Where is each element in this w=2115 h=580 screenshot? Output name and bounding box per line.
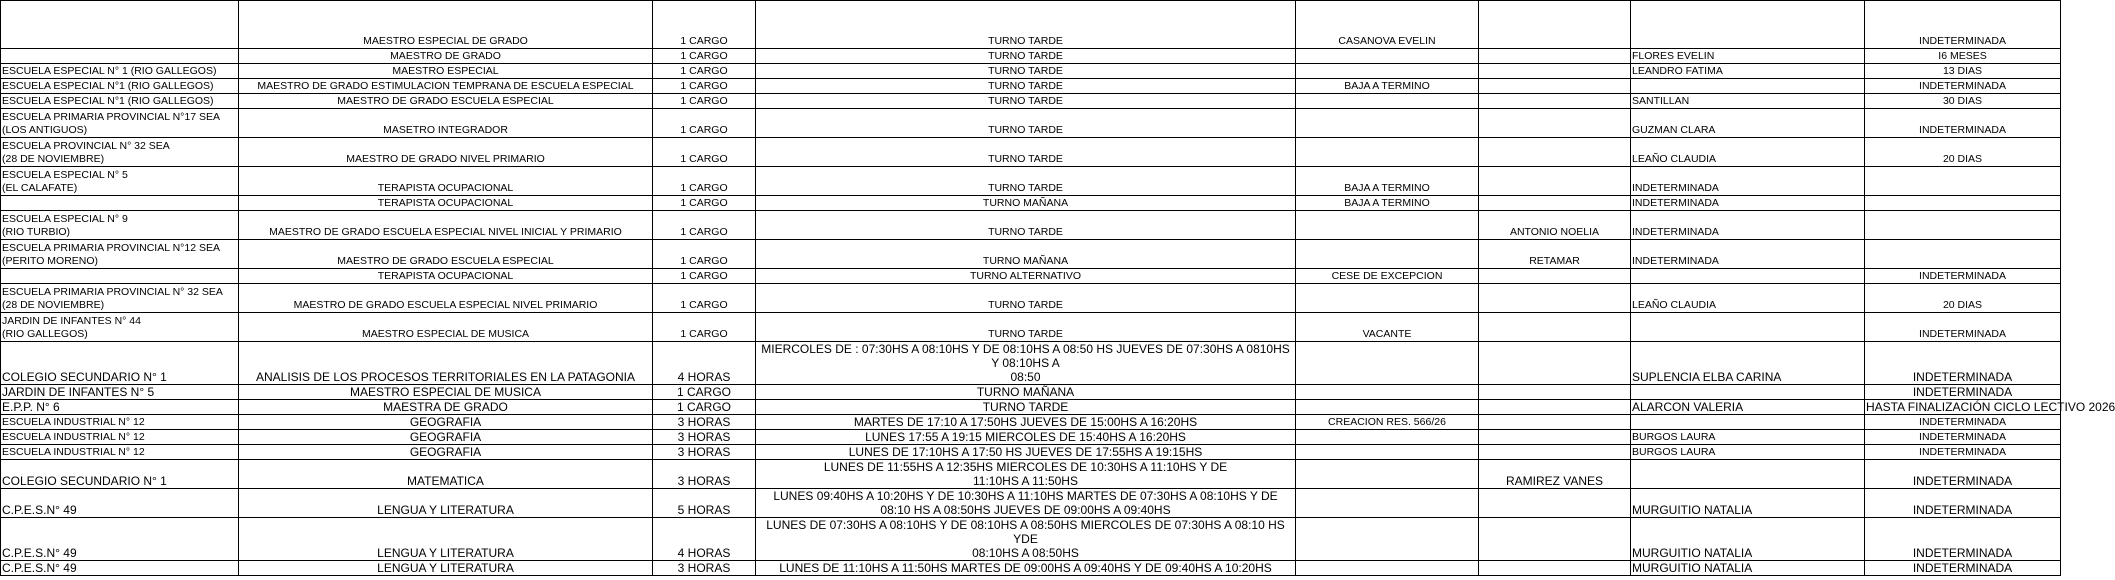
cell-suplente[interactable] — [1631, 415, 1865, 430]
cell-suplente[interactable]: ALARCON VALERIA — [1631, 400, 1865, 415]
cell-escuela[interactable]: ESCUELA INDUSTRIAL N° 12 — [1, 445, 239, 460]
cell-cargo[interactable]: GEOGRAFIA — [239, 430, 653, 445]
cell-titular[interactable] — [1479, 79, 1631, 94]
cell-cargo[interactable]: TERAPISTA OCUPACIONAL — [239, 167, 653, 196]
cell-suplente[interactable]: MURGUITIO NATALIA — [1631, 489, 1865, 518]
cell-carga[interactable]: 3 HORAS — [653, 460, 756, 489]
cell-suplente[interactable]: LEAÑO CLAUDIA — [1631, 138, 1865, 167]
cell-suplente[interactable]: BURGOS LAURA — [1631, 445, 1865, 460]
cell-escuela[interactable]: ESCUELA ESPECIAL N°1 (RIO GALLEGOS) — [1, 94, 239, 109]
cell-duracion[interactable]: 30 DIAS — [1865, 94, 2061, 109]
cell-cargo[interactable]: MAESTRO DE GRADO ESCUELA ESPECIAL — [239, 94, 653, 109]
cell-cargo[interactable]: MAESTRO DE GRADO ESCUELA ESPECIAL — [239, 240, 653, 269]
cell-suplente[interactable] — [1631, 269, 1865, 284]
cell-horario[interactable]: LUNES DE 11:55HS A 12:35HS MIERCOLES DE 10:30HS A 11:10HS Y DE 11:10HS A 11:50HS — [756, 460, 1296, 489]
cell-escuela[interactable]: C.P.E.S.N° 49 — [1, 489, 239, 518]
cell-escuela[interactable]: JARDIN DE INFANTES N° 44 (RIO GALLEGOS) — [1, 313, 239, 342]
cell-cargo[interactable]: LENGUA Y LITERATURA — [239, 561, 653, 576]
cell-cargo[interactable]: MAESTRO ESPECIAL DE MUSICA — [239, 385, 653, 400]
cell-horario[interactable]: TURNO TARDE — [756, 284, 1296, 313]
cell-carga[interactable]: 1 CARGO — [653, 240, 756, 269]
cell-escuela[interactable]: ESCUELA ESPECIAL N° 1 (RIO GALLEGOS) — [1, 64, 239, 79]
cell-situacion[interactable] — [1296, 138, 1479, 167]
cell-duracion[interactable]: INDETERMINADA — [1865, 79, 2061, 94]
cell-duracion[interactable]: INDETERMINADA — [1865, 489, 2061, 518]
cell-cargo[interactable]: MAESTRO DE GRADO — [239, 49, 653, 64]
cell-situacion[interactable]: VACANTE — [1296, 313, 1479, 342]
cell-titular[interactable] — [1479, 400, 1631, 415]
cell-horario[interactable]: TURNO TARDE — [756, 49, 1296, 64]
cell-titular[interactable] — [1479, 138, 1631, 167]
cell-cargo[interactable]: MAESTRO DE GRADO ESCUELA ESPECIAL NIVEL INICIAL Y PRIMARIO — [239, 211, 653, 240]
cell-cargo[interactable]: MATEMATICA — [239, 460, 653, 489]
cell-horario[interactable]: TURNO TARDE — [756, 94, 1296, 109]
cell-horario[interactable]: TURNO MAÑANA — [756, 196, 1296, 211]
cell-situacion[interactable] — [1296, 430, 1479, 445]
cell-titular[interactable]: RETAMAR — [1479, 240, 1631, 269]
cell-escuela[interactable]: ESCUELA PROVINCIAL N° 32 SEA (28 DE NOVIEMBRE) — [1, 138, 239, 167]
cell-carga[interactable]: 1 CARGO — [653, 385, 756, 400]
cell-horario[interactable]: TURNO MAÑANA — [756, 240, 1296, 269]
cell-horario[interactable]: TURNO TARDE — [756, 313, 1296, 342]
cell-carga[interactable]: 1 CARGO — [653, 49, 756, 64]
cell-suplente[interactable] — [1631, 1, 1865, 49]
cell-duracion[interactable]: I6 MESES — [1865, 49, 2061, 64]
cell-cargo[interactable]: MAESTRO ESPECIAL DE GRADO — [239, 1, 653, 49]
cell-situacion[interactable] — [1296, 49, 1479, 64]
table-row — [1, 49, 2061, 64]
cell-suplente[interactable]: INDETERMINADA — [1631, 196, 1865, 211]
cell-situacion[interactable] — [1296, 211, 1479, 240]
cell-cargo[interactable]: TERAPISTA OCUPACIONAL — [239, 269, 653, 284]
cell-duracion[interactable]: 13 DIAS — [1865, 64, 2061, 79]
cell-suplente[interactable] — [1631, 79, 1865, 94]
cell-suplente[interactable] — [1631, 385, 1865, 400]
cell-suplente[interactable]: INDETERMINADA — [1631, 240, 1865, 269]
table-row — [1, 400, 2061, 415]
cell-escuela[interactable]: ESCUELA PRIMARIA PROVINCIAL N° 32 SEA (28 DE NOVIEMBRE) — [1, 284, 239, 313]
cell-suplente[interactable]: MURGUITIO NATALIA — [1631, 561, 1865, 576]
cell-cargo[interactable]: GEOGRAFIA — [239, 445, 653, 460]
cell-carga[interactable]: 1 CARGO — [653, 400, 756, 415]
table-row — [1, 489, 2061, 518]
cell-duracion[interactable]: 20 DIAS — [1865, 284, 2061, 313]
cell-carga[interactable]: 3 HORAS — [653, 430, 756, 445]
cell-carga[interactable]: 3 HORAS — [653, 445, 756, 460]
cell-situacion[interactable] — [1296, 561, 1479, 576]
table-row — [1, 430, 2061, 445]
cell-situacion[interactable] — [1296, 445, 1479, 460]
cell-duracion[interactable] — [1865, 196, 2061, 211]
cell-cargo[interactable]: ANALISIS DE LOS PROCESOS TERRITORIALES EN LA PATAGONIA — [239, 342, 653, 385]
cell-duracion[interactable]: INDETERMINADA — [1865, 342, 2061, 385]
cell-escuela[interactable] — [1, 1, 239, 49]
cell-horario[interactable]: TURNO TARDE — [756, 400, 1296, 415]
cell-escuela[interactable]: JARDIN DE INFANTES N° 5 — [1, 385, 239, 400]
cell-horario[interactable]: LUNES DE 07:30HS A 08:10HS Y DE 08:10HS A 08:50HS MIERCOLES DE 07:30HS A 08:10 HS YDE 08:10HS A 08:50HS — [756, 518, 1296, 561]
cell-suplente[interactable]: SUPLENCIA ELBA CARINA — [1631, 342, 1865, 385]
cell-situacion[interactable] — [1296, 518, 1479, 561]
cell-titular[interactable]: RAMIREZ VANES — [1479, 460, 1631, 489]
cell-situacion[interactable]: CASANOVA EVELIN — [1296, 1, 1479, 49]
cell-cargo[interactable]: MASETRO INTEGRADOR — [239, 109, 653, 138]
cell-escuela[interactable]: ESCUELA INDUSTRIAL N° 12 — [1, 430, 239, 445]
cell-situacion[interactable] — [1296, 94, 1479, 109]
cell-cargo[interactable]: GEOGRAFIA — [239, 415, 653, 430]
cell-situacion[interactable]: BAJA A TERMINO — [1296, 196, 1479, 211]
cell-horario[interactable]: TURNO TARDE — [756, 1, 1296, 49]
cell-duracion[interactable] — [1865, 211, 2061, 240]
cell-escuela[interactable]: ESCUELA ESPECIAL N° 5 (EL CALAFATE) — [1, 167, 239, 196]
cell-duracion[interactable] — [1865, 167, 2061, 196]
cell-escuela[interactable]: COLEGIO SECUNDARIO N° 1 — [1, 342, 239, 385]
cell-carga[interactable]: 1 CARGO — [653, 94, 756, 109]
table-row — [1, 240, 2061, 269]
table-row — [1, 415, 2061, 430]
cell-carga[interactable]: 3 HORAS — [653, 561, 756, 576]
cell-escuela[interactable]: ESCUELA ESPECIAL N° 9 (RIO TURBIO) — [1, 211, 239, 240]
cell-titular[interactable] — [1479, 196, 1631, 211]
cell-duracion[interactable]: INDETERMINADA — [1865, 385, 2061, 400]
cell-carga[interactable]: 1 CARGO — [653, 64, 756, 79]
cell-horario[interactable]: TURNO TARDE — [756, 79, 1296, 94]
cell-escuela[interactable]: ESCUELA INDUSTRIAL N° 12 — [1, 415, 239, 430]
cell-carga[interactable]: 1 CARGO — [653, 109, 756, 138]
cell-carga[interactable]: 1 CARGO — [653, 211, 756, 240]
cell-situacion[interactable] — [1296, 460, 1479, 489]
cell-titular[interactable] — [1479, 167, 1631, 196]
cell-situacion[interactable]: BAJA A TERMINO — [1296, 167, 1479, 196]
table-row — [1, 79, 2061, 94]
cell-cargo[interactable]: LENGUA Y LITERATURA — [239, 489, 653, 518]
cell-suplente[interactable]: LEANDRO FATIMA — [1631, 64, 1865, 79]
cell-duracion[interactable]: HASTA FINALIZACIÓN CICLO LECTIVO 2026 — [1866, 400, 2115, 414]
cell-suplente[interactable]: MURGUITIO NATALIA — [1631, 518, 1865, 561]
cell-suplente[interactable]: FLORES EVELIN — [1631, 49, 1865, 64]
cell-horario[interactable]: MARTES DE 17:10 A 17:50HS JUEVES DE 15:00HS A 16:20HS — [756, 415, 1296, 430]
cell-situacion[interactable] — [1296, 64, 1479, 79]
table-row — [1, 460, 2061, 489]
cell-cargo[interactable]: TERAPISTA OCUPACIONAL — [239, 196, 653, 211]
cell-horario[interactable]: TURNO MAÑANA — [756, 385, 1296, 400]
cell-situacion[interactable]: CREACION RES. 566/26 — [1296, 415, 1479, 430]
table-row — [1, 518, 2061, 561]
cell-cargo[interactable]: MAESTRO ESPECIAL DE MUSICA — [239, 313, 653, 342]
cell-horario[interactable]: TURNO ALTERNATIVO — [756, 269, 1296, 284]
cell-horario[interactable]: TURNO TARDE — [756, 138, 1296, 167]
cell-suplente[interactable]: SANTILLAN — [1631, 94, 1865, 109]
cell-escuela[interactable]: E.P.P. N° 6 — [1, 400, 239, 415]
cell-titular[interactable]: ANTONIO NOELIA — [1479, 211, 1631, 240]
cell-cargo[interactable]: MAESTRA DE GRADO — [239, 400, 653, 415]
cell-carga[interactable]: 1 CARGO — [653, 269, 756, 284]
cell-suplente[interactable] — [1631, 313, 1865, 342]
cell-titular[interactable] — [1479, 284, 1631, 313]
cell-titular[interactable] — [1479, 561, 1631, 576]
table-row — [1, 94, 2061, 109]
cell-titular[interactable] — [1479, 1, 1631, 49]
cell-carga[interactable]: 1 CARGO — [653, 167, 756, 196]
table-row — [1, 561, 2061, 576]
cell-duracion[interactable]: INDETERMINADA — [1865, 1, 2061, 49]
cell-titular[interactable] — [1479, 269, 1631, 284]
cell-titular[interactable] — [1479, 313, 1631, 342]
cell-titular[interactable] — [1479, 430, 1631, 445]
cell-duracion[interactable]: INDETERMINADA — [1865, 445, 2061, 460]
table-row — [1, 138, 2061, 167]
cell-suplente[interactable] — [1631, 460, 1865, 489]
cell-duracion[interactable]: 20 DIAS — [1865, 138, 2061, 167]
table-row — [1, 313, 2061, 342]
cell-titular[interactable] — [1479, 109, 1631, 138]
cell-horario[interactable]: TURNO TARDE — [756, 167, 1296, 196]
cell-suplente[interactable]: INDETERMINADA — [1631, 211, 1865, 240]
cell-duracion[interactable]: INDETERMINADA — [1865, 269, 2061, 284]
cell-carga[interactable]: 1 CARGO — [653, 196, 756, 211]
cell-titular[interactable] — [1479, 489, 1631, 518]
cell-duracion[interactable]: INDETERMINADA — [1865, 518, 2061, 561]
cell-duracion[interactable]: INDETERMINADA — [1865, 430, 2061, 445]
cell-cargo[interactable]: MAESTRO DE GRADO ESTIMULACION TEMPRANA DE ESCUELA ESPECIAL — [239, 79, 653, 94]
table-row — [1, 284, 2061, 313]
cell-situacion[interactable]: BAJA A TERMINO — [1296, 79, 1479, 94]
table-row — [1, 196, 2061, 211]
table-row — [1, 385, 2061, 400]
cell-situacion[interactable]: CESE DE EXCEPCION — [1296, 269, 1479, 284]
cell-horario[interactable]: TURNO TARDE — [756, 64, 1296, 79]
cell-duracion[interactable]: INDETERMINADA — [1865, 561, 2061, 576]
table-row — [1, 342, 2061, 385]
cell-suplente[interactable]: GUZMAN CLARA — [1631, 109, 1865, 138]
cell-titular[interactable] — [1479, 445, 1631, 460]
cell-carga[interactable]: 4 HORAS — [653, 518, 756, 561]
cell-titular[interactable] — [1479, 64, 1631, 79]
cell-carga[interactable]: 1 CARGO — [653, 284, 756, 313]
cell-carga[interactable]: 5 HORAS — [653, 489, 756, 518]
cell-escuela[interactable]: ESCUELA PRIMARIA PROVINCIAL N°12 SEA (PERITO MORENO) — [1, 240, 239, 269]
cell-duracion[interactable]: INDETERMINADA — [1865, 109, 2061, 138]
cell-suplente[interactable]: BURGOS LAURA — [1631, 430, 1865, 445]
cell-cargo[interactable]: LENGUA Y LITERATURA — [239, 518, 653, 561]
cell-escuela[interactable]: C.P.E.S.N° 49 — [1, 518, 239, 561]
cell-titular[interactable] — [1479, 385, 1631, 400]
cell-escuela[interactable]: ESCUELA ESPECIAL N°1 (RIO GALLEGOS) — [1, 79, 239, 94]
cell-escuela[interactable] — [1, 196, 239, 211]
table-row — [1, 211, 2061, 240]
cell-horario[interactable]: LUNES 09:40HS A 10:20HS Y DE 10:30HS A 11:10HS MARTES DE 07:30HS A 08:10HS Y DE 08:10 HS A 08:50HS JUEVES DE 09:00HS A 09:40HS — [756, 489, 1296, 518]
cell-suplente[interactable]: INDETERMINADA — [1631, 167, 1865, 196]
cell-horario[interactable]: TURNO TARDE — [756, 109, 1296, 138]
cell-carga[interactable]: 1 CARGO — [653, 79, 756, 94]
cell-suplente[interactable]: LEAÑO CLAUDIA — [1631, 284, 1865, 313]
table-row — [1, 1, 2061, 49]
cell-situacion[interactable] — [1296, 400, 1479, 415]
cell-escuela[interactable]: COLEGIO SECUNDARIO N° 1 — [1, 460, 239, 489]
cell-situacion[interactable] — [1296, 284, 1479, 313]
cell-situacion[interactable] — [1296, 489, 1479, 518]
cell-horario[interactable]: TURNO TARDE — [756, 211, 1296, 240]
cell-cargo[interactable]: MAESTRO DE GRADO ESCUELA ESPECIAL NIVEL PRIMARIO — [239, 284, 653, 313]
spreadsheet-body — [1, 1, 2115, 576]
cell-situacion[interactable] — [1296, 342, 1479, 385]
cell-horario[interactable]: LUNES 17:55 A 19:15 MIERCOLES DE 15:40HS A 16:20HS — [756, 430, 1296, 445]
cell-escuela[interactable]: C.P.E.S.N° 49 — [1, 561, 239, 576]
cell-situacion[interactable] — [1296, 109, 1479, 138]
table-row — [1, 109, 2061, 138]
cell-carga[interactable]: 1 CARGO — [653, 1, 756, 49]
cell-escuela[interactable]: ESCUELA PRIMARIA PROVINCIAL N°17 SEA (LOS ANTIGUOS) — [1, 109, 239, 138]
cell-duracion[interactable] — [1865, 240, 2061, 269]
cell-escuela[interactable] — [1, 49, 239, 64]
cell-duracion[interactable]: INDETERMINADA — [1865, 460, 2061, 489]
cell-titular[interactable] — [1479, 415, 1631, 430]
table-row — [1, 445, 2061, 460]
cell-escuela[interactable] — [1, 269, 239, 284]
cell-titular[interactable] — [1479, 342, 1631, 385]
cell-horario[interactable]: LUNES DE 17:10HS A 17:50 HS JUEVES DE 17:55HS A 19:15HS — [756, 445, 1296, 460]
cell-duracion[interactable]: INDETERMINADA — [1865, 313, 2061, 342]
table-row — [1, 167, 2061, 196]
cell-duracion[interactable]: INDETERMINADA — [1865, 415, 2061, 430]
cell-horario[interactable]: LUNES DE 11:10HS A 11:50HS MARTES DE 09:00HS A 09:40HS Y DE 09:40HS A 10:20HS — [756, 561, 1296, 576]
cell-situacion[interactable] — [1296, 385, 1479, 400]
table-row — [1, 64, 2061, 79]
cell-carga[interactable]: 4 HORAS — [653, 342, 756, 385]
cell-carga[interactable]: 1 CARGO — [653, 138, 756, 167]
cell-titular[interactable] — [1479, 518, 1631, 561]
cell-carga[interactable]: 1 CARGO — [653, 313, 756, 342]
cell-titular[interactable] — [1479, 49, 1631, 64]
cell-cargo[interactable]: MAESTRO ESPECIAL — [239, 64, 653, 79]
cell-carga[interactable]: 3 HORAS — [653, 415, 756, 430]
cell-situacion[interactable] — [1296, 240, 1479, 269]
cell-horario[interactable]: MIERCOLES DE : 07:30HS A 08:10HS Y DE 08:10HS A 08:50 HS JUEVES DE 07:30HS A 0810HS Y 08:10HS A 08:50 — [756, 342, 1296, 385]
table-row — [1, 269, 2061, 284]
cell-cargo[interactable]: MAESTRO DE GRADO NIVEL PRIMARIO — [239, 138, 653, 167]
cell-titular[interactable] — [1479, 94, 1631, 109]
